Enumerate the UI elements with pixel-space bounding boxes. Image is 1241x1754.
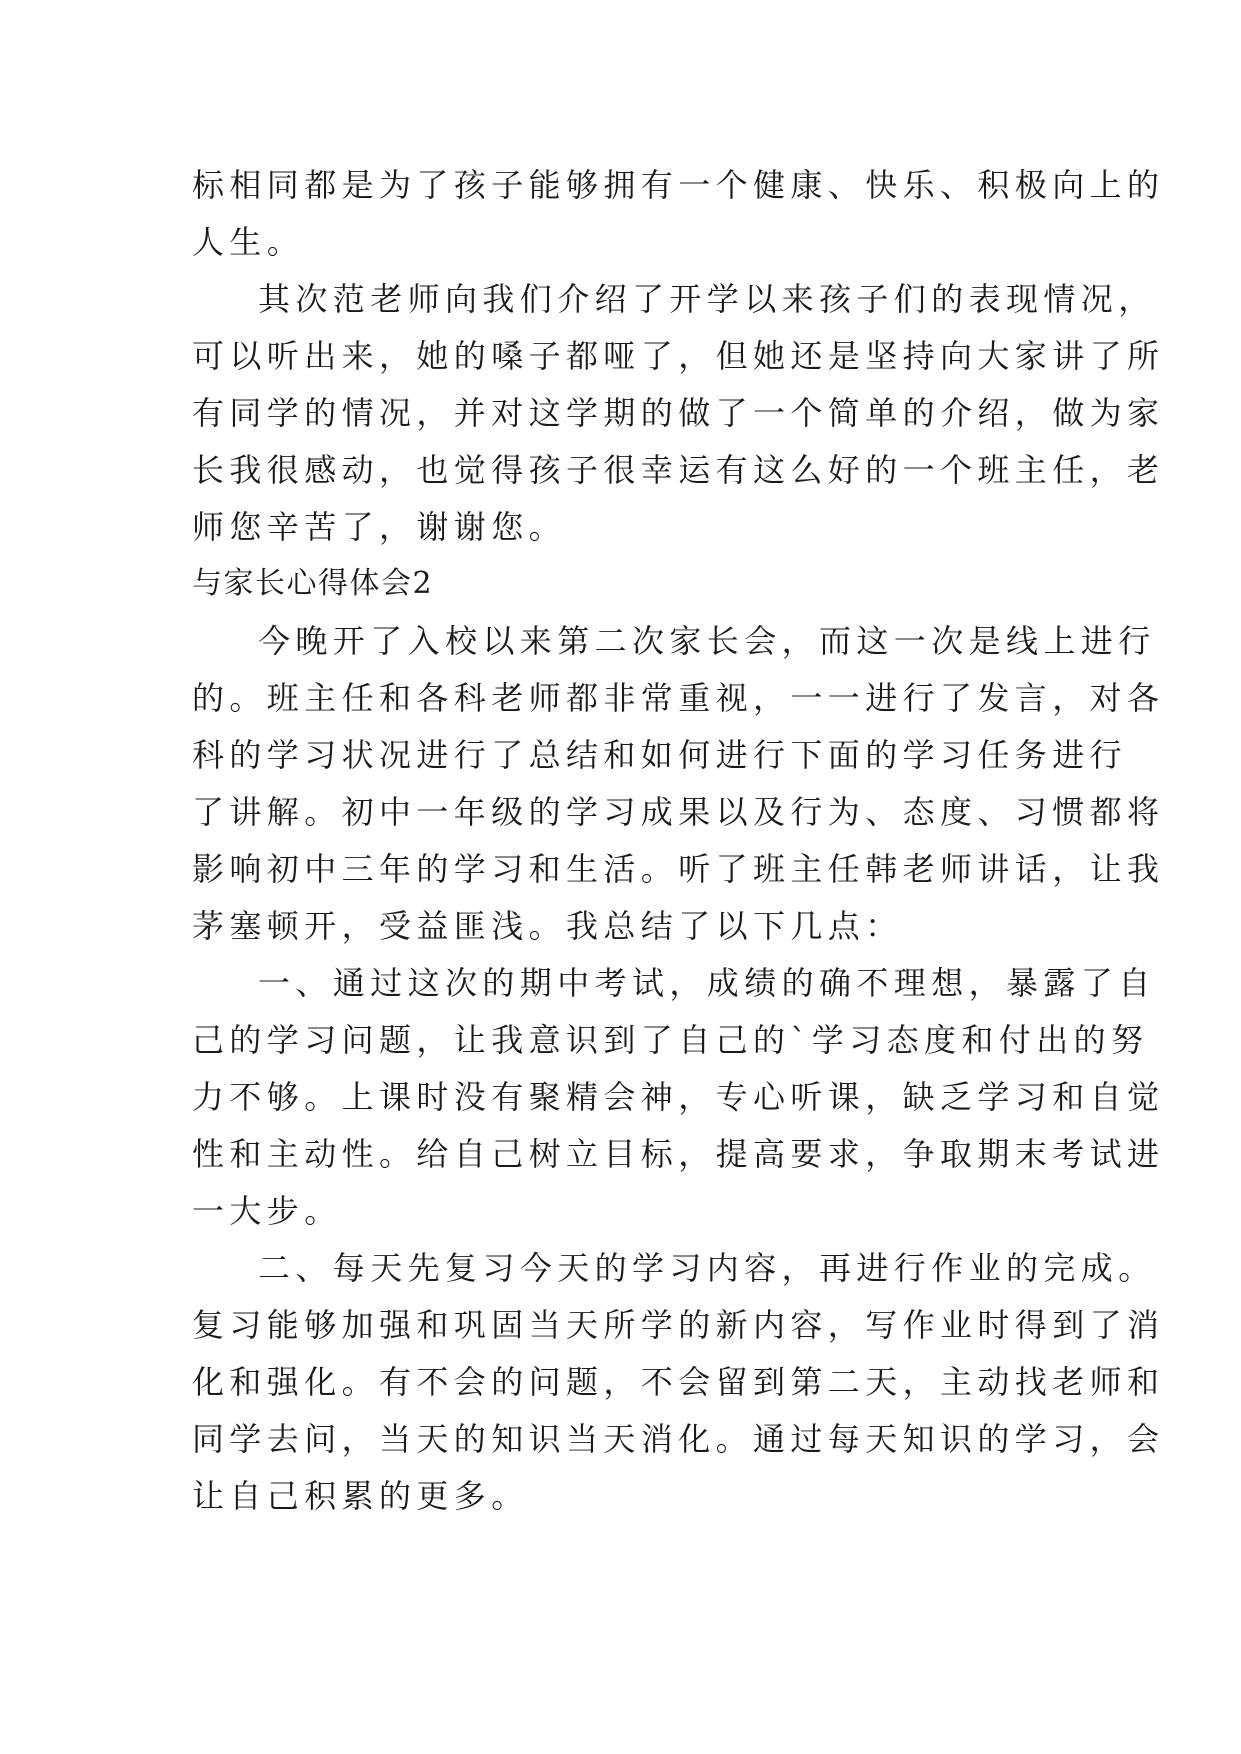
text-line: 己的学习问题，让我意识到了自己的`学习态度和付出的努	[192, 1021, 1149, 1059]
text-line: 力不够。上课时没有聚精会神，专心听课，缺乏学习和自觉	[192, 1078, 1165, 1116]
paragraph-start-line: 二、每天先复习今天的学习内容，再进行作业的完成。	[258, 1249, 1156, 1287]
paragraph-start-line: 一、通过这次的期中考试，成绩的确不理想，暴露了自	[258, 964, 1156, 1002]
text-line: 一大步。	[192, 1192, 342, 1230]
text-line: 标相同都是为了孩子能够拥有一个健康、快乐、积极向上的	[192, 166, 1165, 204]
section-heading: 与家长心得体会2	[192, 566, 434, 601]
text-line: 茅塞顿开，受益匪浅。我总结了以下几点：	[192, 907, 903, 945]
text-line: 人生。	[192, 223, 305, 261]
text-line: 长我很感动，也觉得孩子很幸运有这么好的一个班主任，老	[192, 451, 1165, 489]
text-line: 有同学的情况，并对这学期的做了一个简单的介绍，做为家	[192, 394, 1165, 432]
text-line: 科的学习状况进行了总结和如何进行下面的学习任务进行	[192, 736, 1128, 774]
text-line: 的。班主任和各科老师都非常重视，一一进行了发言，对各	[192, 679, 1165, 717]
paragraph-start-line: 今晚开了入校以来第二次家长会，而这一次是线上进行	[258, 622, 1156, 660]
text-line: 让自己积累的更多。	[192, 1477, 529, 1515]
paragraph-start-line: 其次范老师向我们介绍了开学以来孩子们的表现情况，	[258, 280, 1156, 318]
text-line: 影响初中三年的学习和生活。听了班主任韩老师讲话，让我	[192, 850, 1165, 888]
text-line: 复习能够加强和巩固当天所学的新内容，写作业时得到了消	[192, 1306, 1165, 1344]
text-line: 了讲解。初中一年级的学习成果以及行为、态度、习惯都将	[192, 793, 1165, 831]
text-line: 师您辛苦了，谢谢您。	[192, 508, 567, 546]
text-line: 同学去问，当天的知识当天消化。通过每天知识的学习，会	[192, 1420, 1165, 1458]
text-line: 性和主动性。给自己树立目标，提高要求，争取期末考试进	[192, 1135, 1165, 1173]
text-line: 化和强化。有不会的问题，不会留到第二天，主动找老师和	[192, 1363, 1165, 1401]
text-line: 可以听出来，她的嗓子都哑了，但她还是坚持向大家讲了所	[192, 337, 1165, 375]
